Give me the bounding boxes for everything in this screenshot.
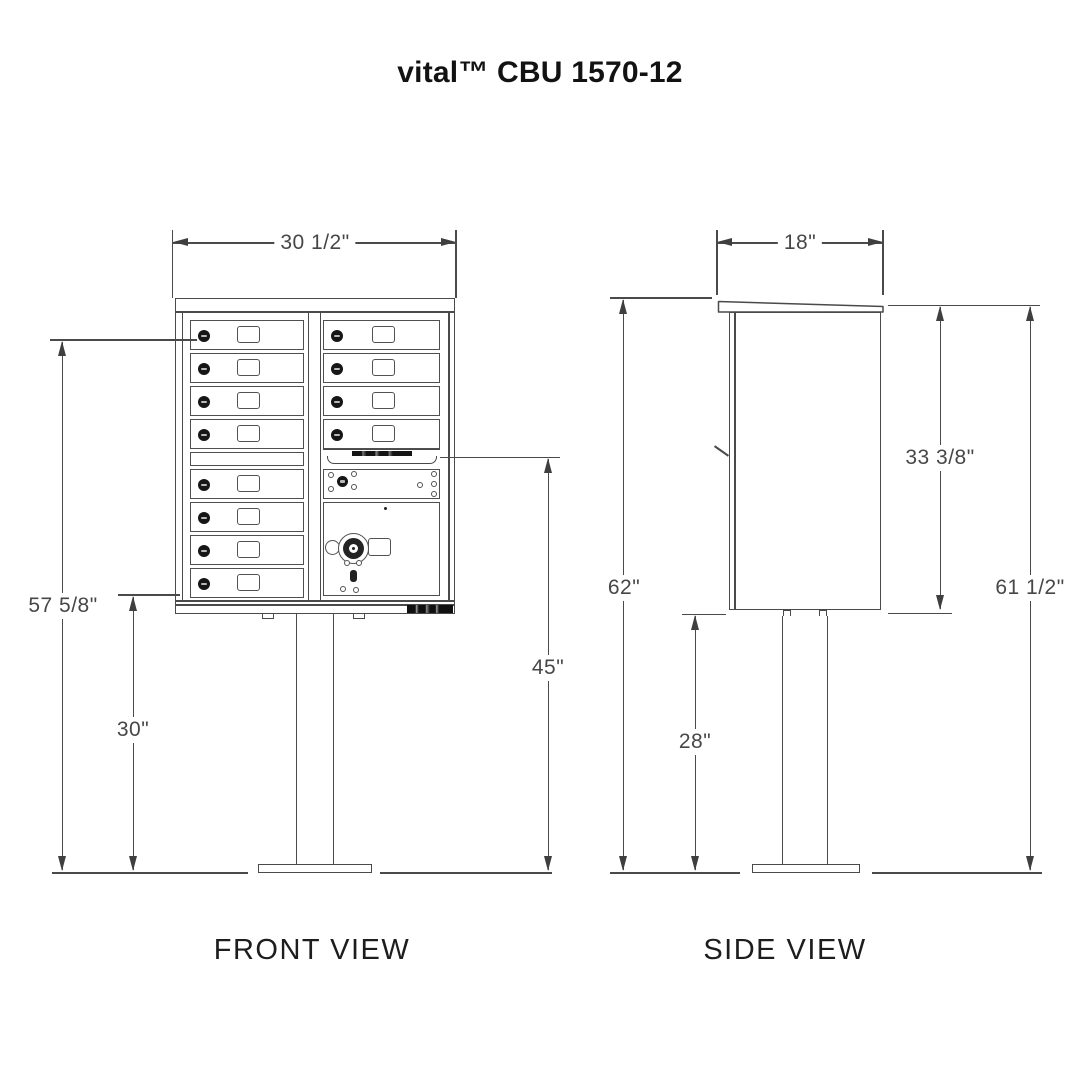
door-handle-icon xyxy=(714,445,729,456)
mount-bracket xyxy=(353,613,365,619)
dim-label-side-pedestal-height: 28" xyxy=(673,729,717,755)
dim-arrow-down-icon xyxy=(129,856,137,871)
door-lock-icon xyxy=(198,479,210,491)
dim-label-front-slot-height: 45" xyxy=(526,655,570,681)
dim-arrow-down-icon xyxy=(936,595,944,610)
mount-bracket xyxy=(262,613,274,619)
dim-label-side-overall-height: 61 1/2" xyxy=(989,575,1070,601)
tenant-door xyxy=(323,419,440,449)
dim-label-side-front-height: 62" xyxy=(602,575,646,601)
address-card-holder xyxy=(237,574,260,591)
ground-line xyxy=(52,872,248,874)
dim-arrow-left-icon xyxy=(717,238,732,246)
door-lock-icon xyxy=(198,578,210,590)
dim-arrow-down-icon xyxy=(619,856,627,871)
dial-center-dot xyxy=(352,547,355,550)
tenant-door xyxy=(190,320,304,350)
tenant-door xyxy=(190,568,304,598)
extension-line xyxy=(888,613,952,615)
ground-line xyxy=(380,872,552,874)
dim-arrow-up-icon xyxy=(129,596,137,611)
dim-arrow-up-icon xyxy=(936,306,944,321)
pin-dot xyxy=(384,507,387,510)
cabinet-center-divider xyxy=(308,313,310,600)
cabinet-top-rail xyxy=(175,311,455,313)
rivet-icon xyxy=(351,471,357,477)
address-card-holder xyxy=(237,475,260,492)
rivet-icon xyxy=(431,481,437,487)
filler-panel xyxy=(190,452,304,466)
rivet-icon xyxy=(431,471,437,477)
door-lock-icon xyxy=(331,396,343,408)
dim-arrow-up-icon xyxy=(691,615,699,630)
address-card-holder xyxy=(237,508,260,525)
address-card-holder xyxy=(372,326,395,343)
front-view-caption: FRONT VIEW xyxy=(213,934,411,966)
side-view-caption: SIDE VIEW xyxy=(703,934,867,966)
dim-label-front-pedestal-height: 30" xyxy=(111,717,155,743)
parcel-door xyxy=(323,502,440,596)
dim-label-side-depth: 18" xyxy=(778,230,822,256)
address-card-holder xyxy=(368,538,391,556)
pedestal-post xyxy=(782,616,828,864)
door-lock-icon xyxy=(331,429,343,441)
dim-arrow-up-icon xyxy=(58,341,66,356)
dim-arrow-down-icon xyxy=(544,856,552,871)
dim-arrow-right-icon xyxy=(868,238,883,246)
rivet-icon xyxy=(417,482,423,488)
rivet-icon xyxy=(344,560,350,566)
pedestal-post xyxy=(296,614,334,864)
tenant-door xyxy=(190,502,304,532)
keyhole-icon xyxy=(350,570,357,582)
extension-line xyxy=(682,614,726,616)
dim-arrow-down-icon xyxy=(58,856,66,871)
door-lock-icon xyxy=(198,396,210,408)
tenant-door xyxy=(190,469,304,499)
rivet-icon xyxy=(328,472,334,478)
cabinet-center-divider xyxy=(320,313,322,600)
dim-arrow-right-icon xyxy=(441,238,456,246)
master-lock-panel xyxy=(323,469,440,499)
address-card-holder xyxy=(237,392,260,409)
tenant-door xyxy=(190,419,304,449)
tenant-door xyxy=(190,353,304,383)
tenant-door xyxy=(190,386,304,416)
dim-label-front-overall-height: 57 5/8" xyxy=(22,593,103,619)
extension-line xyxy=(118,594,180,596)
door-lock-icon xyxy=(198,545,210,557)
door-lock-icon xyxy=(198,429,210,441)
dim-arrow-up-icon xyxy=(619,299,627,314)
door-lock-icon xyxy=(331,363,343,375)
dim-label-front-width: 30 1/2" xyxy=(274,230,355,256)
page-title: vital™ CBU 1570-12 xyxy=(397,56,683,89)
door-lock-icon xyxy=(331,330,343,342)
rivet-icon xyxy=(351,484,357,490)
rivet-icon xyxy=(356,560,362,566)
pedestal-base xyxy=(258,864,372,873)
address-card-holder xyxy=(237,541,260,558)
tenant-door xyxy=(323,320,440,350)
side-cabinet-body xyxy=(729,312,881,610)
mail-slot-hood xyxy=(327,456,437,464)
dim-arrow-down-icon xyxy=(1026,856,1034,871)
door-lock-icon xyxy=(198,330,210,342)
dim-arrow-left-icon xyxy=(173,238,188,246)
address-card-holder xyxy=(372,392,395,409)
dim-arrow-up-icon xyxy=(1026,306,1034,321)
address-card-holder xyxy=(237,326,260,343)
tenant-door xyxy=(323,353,440,383)
rivet-icon xyxy=(431,491,437,497)
dim-arrow-up-icon xyxy=(544,458,552,473)
extension-line xyxy=(440,457,560,459)
door-lock-icon xyxy=(198,363,210,375)
door-lock-icon xyxy=(198,512,210,524)
door-edge-line xyxy=(734,313,736,609)
dim-label-side-cabinet-height: 33 3/8" xyxy=(899,445,980,471)
dim-arrow-down-icon xyxy=(691,856,699,871)
rivet-icon xyxy=(340,586,346,592)
ground-line xyxy=(872,872,1042,874)
tenant-door xyxy=(190,535,304,565)
arrow-lock-icon xyxy=(337,476,348,487)
rivet-icon xyxy=(328,486,334,492)
address-card-holder xyxy=(372,425,395,442)
extension-line xyxy=(888,305,1040,307)
extension-line xyxy=(50,339,197,341)
tenant-door xyxy=(323,386,440,416)
pedestal-base xyxy=(752,864,860,873)
ground-line xyxy=(610,872,740,874)
cabinet-bottom-rail xyxy=(175,600,455,602)
address-card-holder xyxy=(237,425,260,442)
rivet-icon xyxy=(353,587,359,593)
cabinet-inner-frame-left xyxy=(182,313,184,600)
address-card-holder xyxy=(237,359,260,376)
brand-strip xyxy=(407,605,453,613)
address-card-holder xyxy=(372,359,395,376)
